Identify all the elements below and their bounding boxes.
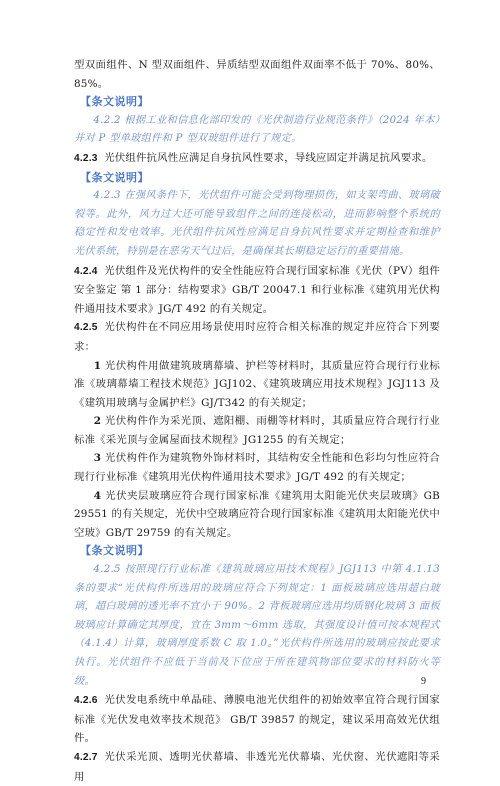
clause-text: 光伏组件抗风性应满足自身抗风性要求，导线应固定并满足抗风要求。 (104, 151, 433, 164)
explanation-paragraph: 4.2.3 在强风条件下，光伏组件可能会受到物理损伤，如支架弯曲、玻璃破裂等。此外，风力过大还可能导致组件之间的连接松动，进而影响整个系统的稳定性和发电效率。光伏组件抗风性应满足自身抗风性要求并定期检查和维护光伏系统，特别是在恶劣天气过后，是确保其长期稳定运行的重要措施。 (74, 190, 440, 257)
clause-text: 光伏构件作为采光顶、遮阳棚、雨棚等材料时，其质量应符合现行行业标准《采光顶与金属屋面技术规程》JG1255 的有关规定； (74, 415, 440, 446)
clause-paragraph (74, 748, 440, 786)
explanation-paragraph: 4.2.5 按照现行行业标准《建筑玻璃应用技术规程》JGJ113 中第 4.1.13 条的要求“光伏构件所选用的玻璃应符合下列规定：1 面板玻璃应选用超白玻璃，超白玻璃的透光率不宜小于 90%。2 背板玻璃应选用均质钢化玻璃 3 面板玻璃应计算确定其厚度，宜在 3mm～6mm 选取，其强度设计值可按本规程式（4.1.4）计算，玻璃厚度系数 C 取 1.0。”光伏构件所选用的玻璃应按此要求执行。光伏组件不应低于当前及下位应于所在建筑物部位要求的材料防火等级。 (74, 564, 440, 687)
clause-paragraph (74, 691, 440, 748)
clause-paragraph (74, 412, 440, 449)
clause-paragraph (74, 149, 440, 169)
clause-number: 4.2.3 (74, 152, 98, 164)
clause-number: 1 (93, 359, 102, 372)
explanation-paragraph: 4.2.2 根据工业和信息化部印发的《光伏制造行业规范条件》（2024 年本）并对 P 型单玻组件和 P 型双玻组件进行了规定。 (74, 114, 440, 145)
clause-number: 4 (93, 489, 102, 502)
section-heading-explanation: 【条文说明】 (80, 170, 149, 184)
section-heading-explanation: 【条文说明】 (80, 544, 149, 558)
clause-text: 型双面组件、N 型双面组件、异质结型双面组件双面率不低于 70%、80%、85%。 (74, 59, 440, 90)
clause-text: 光伏采光顶、透明光伏幕墙、非透光光伏幕墙、光伏窗、光伏遮阳等采用 (74, 750, 440, 783)
clause-number: 2 (93, 415, 102, 428)
clause-number: 4.2.5 (74, 322, 98, 334)
clause-paragraph (74, 262, 440, 319)
clause-paragraph (74, 318, 440, 356)
clause-text: 光伏发电系统中单晶硅、薄膜电池光伏组件的初始效率宜符合现行国家标准《光伏发电效率技术规范》 GB/T 39857 的规定，建议采用高效光伏组件。 (74, 694, 440, 745)
clause-paragraph (74, 449, 440, 486)
section-heading-explanation: 【条文说明】 (80, 95, 149, 109)
clause-text: 光伏构件在不同应用场景使用时应符合相关标准的规定并应符合下列要求： (74, 321, 440, 353)
clause-paragraph (74, 487, 440, 543)
clause-number: 4.2.4 (74, 265, 98, 277)
clause-paragraph (74, 357, 440, 413)
clause-number: 4.2.7 (74, 751, 98, 763)
clause-text: 光伏构件作为建筑物外饰材料时，其结构安全性能和色彩均匀性应符合现行行业标准《建筑用光伏构件通用技术要求》JG/T 492 的有关规定； (74, 452, 440, 484)
clause-text: 光伏构件用做建筑玻璃幕墙、护栏等材料时，其质量应符合现行行业标准《玻璃幕墙工程技术规范》JGJ102、《建筑玻璃应用技术规程》JGJ113 及《建筑用玻璃与金属护栏》GJ/T342 的有关规定； (74, 359, 440, 409)
clause-number: 3 (93, 452, 102, 465)
clause-text: 光伏夹层玻璃应符合现行国家标准《建筑用太阳能光伏夹层玻璃》GB 29551 的有关规定，光伏中空玻璃应符合现行国家标准《建筑用太阳能光伏中空玻》GB/T 29759 的有关规定。 (74, 489, 440, 539)
page-number: 9 (421, 676, 426, 687)
clause-paragraph (74, 56, 440, 93)
page-content (74, 56, 440, 786)
clause-number: 4.2.6 (74, 695, 98, 707)
clause-text: 光伏组件及光伏构件的安全性能应符合现行国家标准《光伏（PV）组件安全鉴定 第 1 部分：结构要求》GB/T 20047.1 和行业标准《建筑用光伏构件通用技术要求》JG/T 492 的有关规定。 (74, 264, 440, 315)
